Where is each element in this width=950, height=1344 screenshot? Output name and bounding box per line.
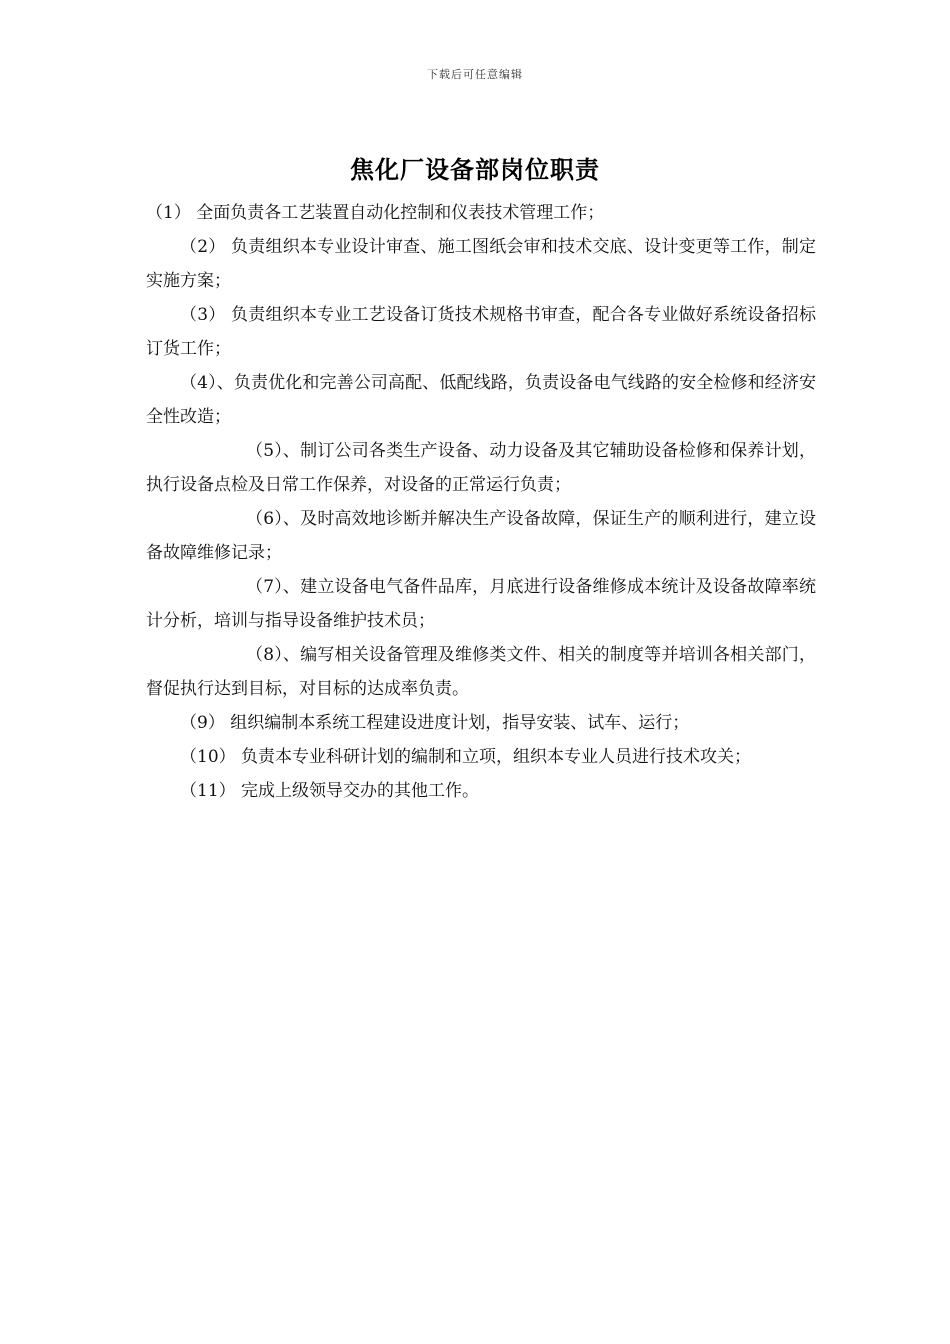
duty-item-11: （11） 完成上级领导交办的其他工作。 [180, 781, 480, 801]
duty-item-2: （2） 负责组织本专业设计审查、施工图纸会审和技术交底、设计变更等工作，制定实施方案； [146, 237, 816, 291]
duty-item-10: （10） 负责本专业科研计划的编制和立项，组织本专业人员进行技术攻关； [180, 747, 752, 767]
header-note: 下载后可任意编辑 [427, 68, 523, 81]
duty-item-5: （5）、制订公司各类生产设备、动力设备及其它辅助设备检修和保养计划，执行设备点检及日常工作保养，对设备的正常运行负责； [146, 441, 816, 495]
document-title: 焦化厂设备部岗位职责 [350, 156, 600, 184]
duty-item-4: （4）、负责优化和完善公司高配、低配线路，负责设备电气线路的安全检修和经济安全性改造； [146, 373, 816, 427]
duty-item-8: （8）、编写相关设备管理及维修类文件、相关的制度等并培训各相关部门，督促执行达到目标，对目标的达成率负责。 [146, 645, 816, 699]
duty-item-9: （9） 组织编制本系统工程建设进度计划，指导安装、试车、运行； [180, 713, 690, 733]
duty-item-1: （1） 全面负责各工艺装置自动化控制和仪表技术管理工作； [146, 203, 605, 223]
duty-item-3: （3） 负责组织本专业工艺设备订货技术规格书审查，配合各专业做好系统设备招标订货工作； [146, 305, 816, 359]
document-body [146, 196, 816, 808]
duty-item-6: （6）、及时高效地诊断并解决生产设备故障，保证生产的顺利进行，建立设备故障维修记录； [146, 509, 816, 563]
duty-item-7: （7）、建立设备电气备件品库，月底进行设备维修成本统计及设备故障率统计分析，培训与指导设备维护技术员； [146, 577, 816, 631]
